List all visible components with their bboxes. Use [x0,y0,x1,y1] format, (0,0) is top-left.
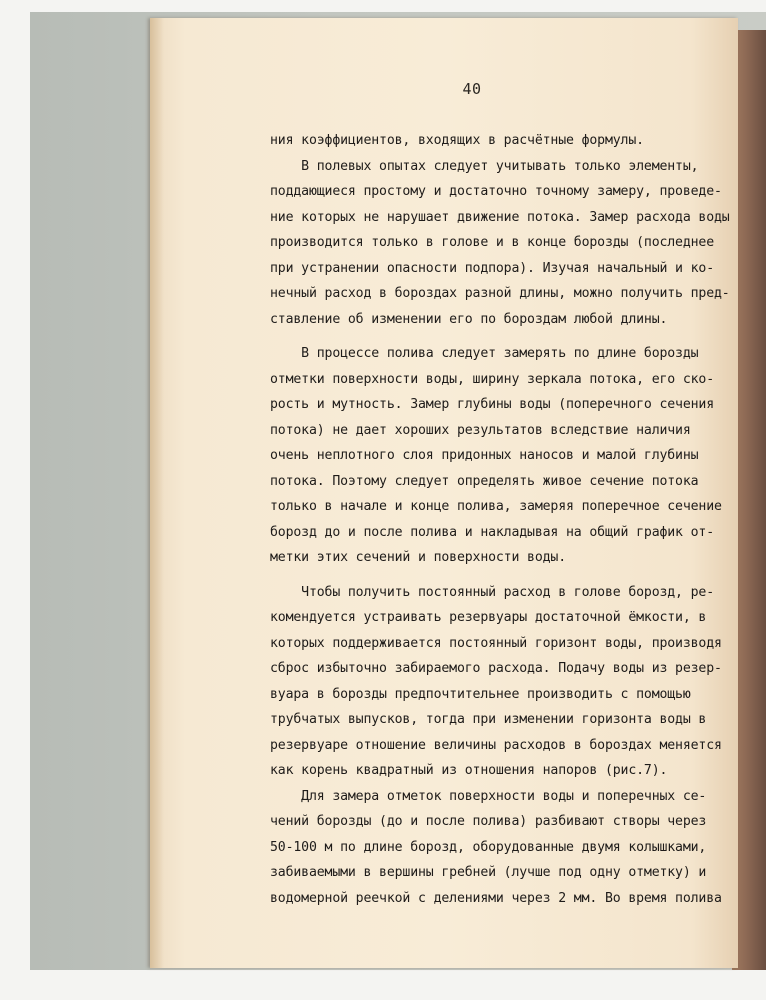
text-line: при устранении опасности подпора). Изучая начальный и ко- [270,260,715,276]
text-line: потока) не дает хороших результатов вследствие наличия [270,422,691,438]
text-line: комендуется устраивать резервуары достаточной ёмкости, в [270,610,707,625]
text-line: вуара в борозды предпочтительнее производить с помощью [270,686,691,702]
text-line: ния коэффициентов, входящих в расчётные формулы. [270,133,644,148]
text-line: отметки поверхности воды, ширину зеркала потока, его ско- [270,371,715,387]
text-line: 50-100 м по длине борозд, оборудованные двумя колышками, [270,839,707,855]
text-line: Для замера отметок поверхности воды и поперечных се- [270,788,707,804]
text-line: сброс избыточно забираемого расхода. Подачу воды из резер- [270,661,722,676]
text-line: чений борозды (до и после полива) разбивают створы через [270,814,707,829]
text-line: поддающиеся простому и достаточно точному замеру, проведе- [270,184,722,199]
text-line: забиваемыми в вершины гребней (лучше под одну отметку) и [270,865,707,880]
text-line: ние которых не нарушает движение потока. Замер расхода воды [270,209,730,225]
text-line: рость и мутность. Замер глубины воды (поперечного сечения [270,397,715,412]
text-line: только в начале и конце полива, замеряя поперечное сечение [270,499,722,514]
text-line: В полевых опытах следует учитывать только элементы, [270,158,699,174]
text-line: Чтобы получить постоянный расход в голове борозд, ре- [270,584,715,600]
text-line: борозд до и после полива и накладывая на общий график от- [270,524,715,540]
text-line: трубчатых выпусков, тогда при изменении горизонта воды в [270,712,707,727]
text-line: как корень квадратный из отношения напоров (рис.7). [270,763,668,778]
text-line: водомерной реечкой с делениями через 2 мм. Во время полива [270,890,722,906]
text-line: В процессе полива следует замерять по длине борозды [270,346,699,361]
text-line: потока. Поэтому следует определять живое сечение потока [270,473,699,489]
text-line: резервуаре отношение величины расходов в бороздах меняется [270,737,722,753]
document-text [270,128,730,911]
page-number: 40 [462,80,482,98]
text-line: которых поддерживается постоянный горизонт воды, производя [270,635,722,651]
text-line: производится только в голове и в конце борозды (последнее [270,235,715,250]
text-line: ставление об изменении его по бороздам любой длины. [270,311,668,327]
text-line: метки этих сечений и поверхности воды. [270,550,567,565]
page-binding-fold [150,18,164,968]
text-line: нечный расход в бороздах разной длины, можно получить пред- [270,286,730,301]
text-line: очень неплотного слоя придонных наносов и малой глубины [270,448,699,463]
